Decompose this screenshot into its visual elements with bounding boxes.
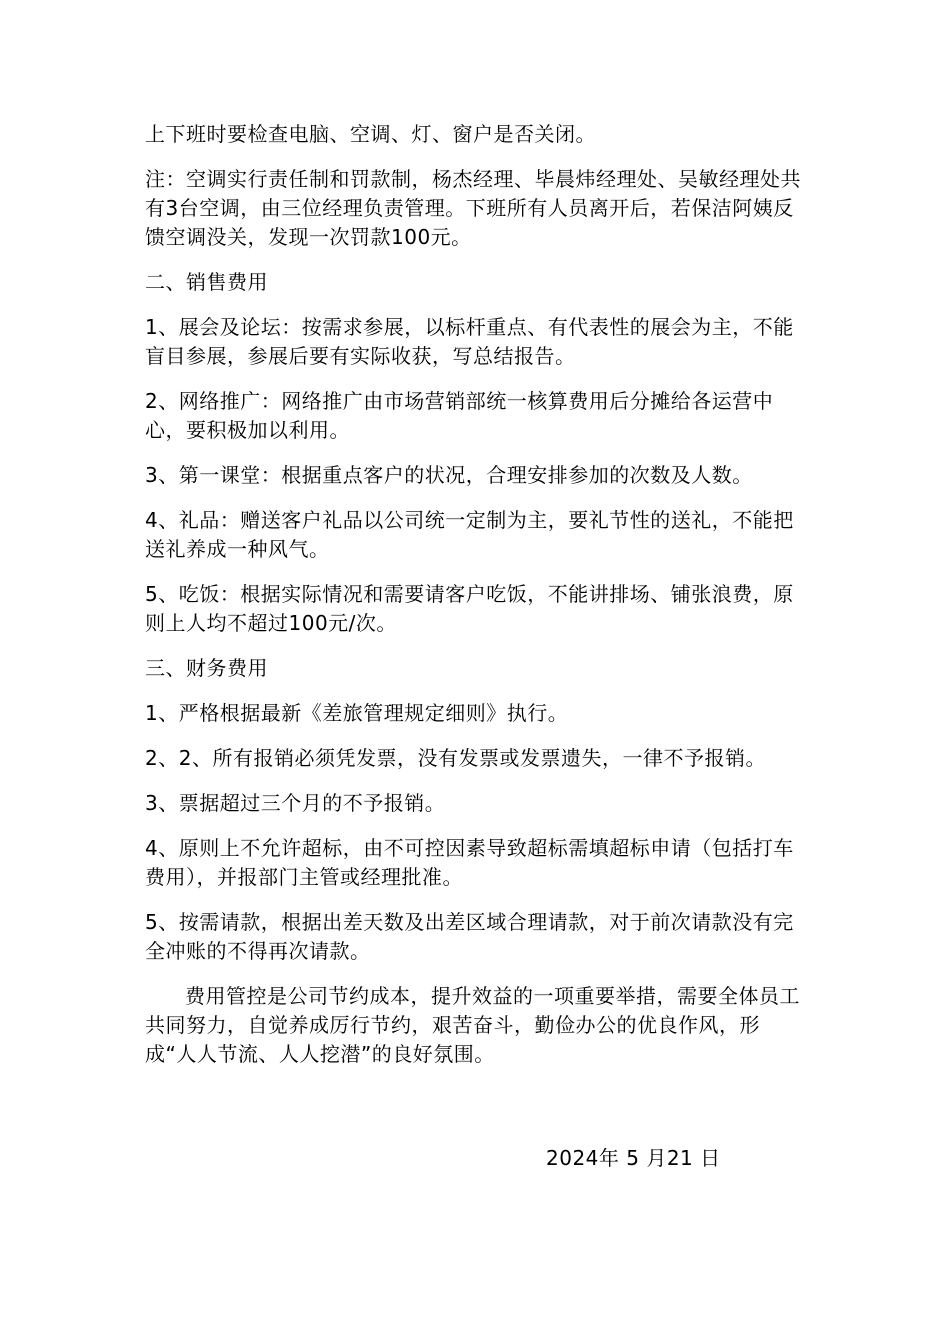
paragraph-invoices: 2、2、所有报销必须凭发票，没有发票或发票遗失，一律不予报销。 <box>145 746 766 770</box>
paragraph-gifts: 4、礼品：赠送客户礼品以公司统一定制为主，要礼节性的送礼，不能把送礼养成一种风气。 <box>145 508 794 561</box>
paragraph-meals: 5、吃饭：根据实际情况和需要请客户吃饭，不能讲排场、铺张浪费，原则上人均不超过100元/次。 <box>145 582 794 635</box>
paragraph-online-promotion: 2、网络推广：网络推广由市场营销部统一核算费用后分摊给各运营中心，要积极加以利用。 <box>145 389 774 442</box>
paragraph-first-class: 3、第一课堂：根据重点客户的状况，合理安排参加的次数及人数。 <box>145 463 753 487</box>
paragraph-fund-requests: 5、按需请款，根据出差天数及出差区域合理请款，对于前次请款没有完全冲账的不得再次请款。 <box>145 910 794 963</box>
section-heading-sales-expenses: 二、销售费用 <box>145 270 268 294</box>
paragraph-exhibitions: 1、展会及论坛：按需求参展，以标杆重点、有代表性的展会为主，不能盲目参展，参展后要有实际收获，写总结报告。 <box>145 315 794 368</box>
paragraph-conclusion: 费用管控是公司节约成本，提升效益的一项重要举措，需要全体员工共同努力，自觉养成厉行节约，艰苦奋斗，勤俭办公的优良作风，形成“人人节流、人人挖潜”的良好氛围。 <box>145 984 800 1066</box>
document-body <box>145 120 810 1085</box>
paragraph-ac-note: 注：空调实行责任制和罚款制，杨杰经理、毕晨炜经理处、吴敏经理处共有3台空调，由三位经理负责管理。下班所有人员离开后，若保洁阿姨反馈空调没关，发现一次罚款100元。 <box>145 167 801 249</box>
section-heading-finance-expenses: 三、财务费用 <box>145 656 268 680</box>
paragraph-office-closing: 上下班时要检查电脑、空调、灯、窗户是否关闭。 <box>145 122 596 146</box>
paragraph-receipt-age: 3、票据超过三个月的不予报销。 <box>145 791 446 815</box>
document-date: 2024年 5 月21 日 <box>546 1146 721 1170</box>
paragraph-travel-rules: 1、严格根据最新《差旅管理规定细则》执行。 <box>145 701 569 725</box>
paragraph-over-standard: 4、原则上不允许超标，由不可控因素导致超标需填超标申请（包括打车费用），并报部门主管或经理批准。 <box>145 836 794 889</box>
